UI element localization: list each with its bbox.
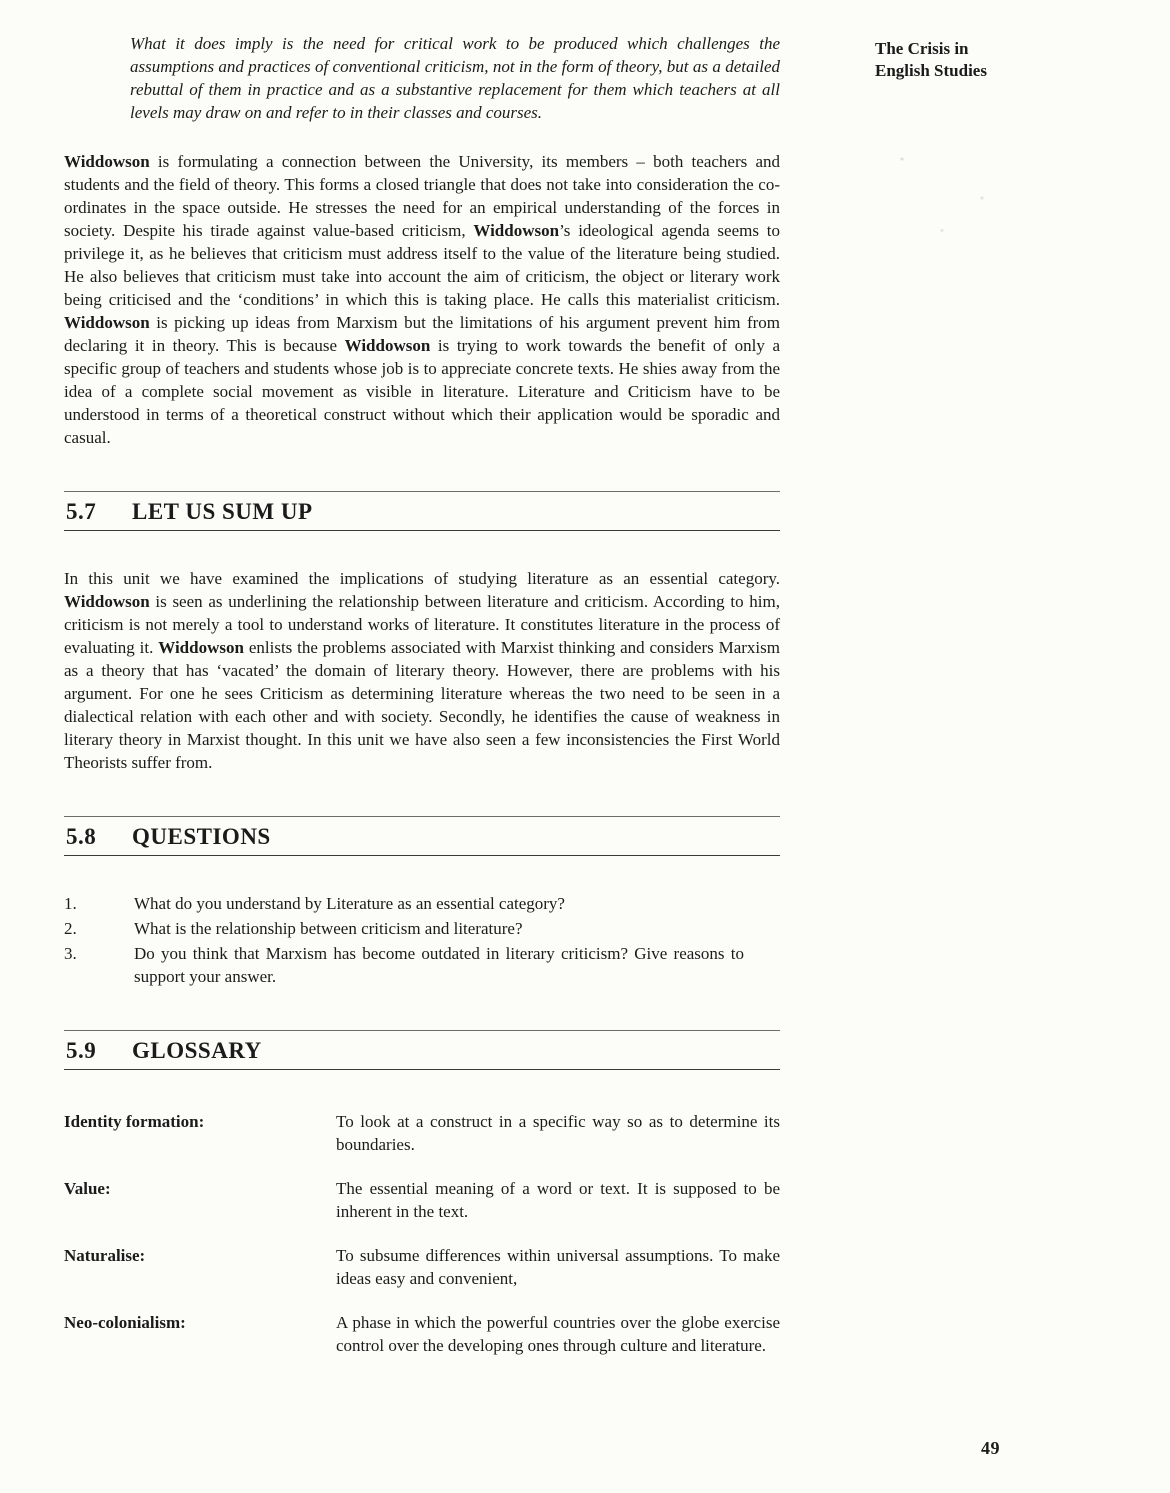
block-quote: What it does imply is the need for critical work to be produced which challenges the assumptions and practices of conventional criticism, not in the form of theory, but as a detailed rebuttal of them in practice and as a substantive replacement for them which teachers at all levels may draw on and refer to in their classes and courses. <box>130 34 780 122</box>
glossary-term: Identity formation: <box>64 1112 205 1131</box>
glossary-entry <box>64 1311 780 1357</box>
questions-list <box>64 892 780 988</box>
question-text: Do you think that Marxism has become outdated in literary criticism? Give reasons to support your answer. <box>134 944 744 986</box>
section-title: GLOSSARY <box>132 1038 262 1063</box>
glossary-definition: To look at a construct in a specific way so as to determine its boundaries. <box>336 1112 780 1154</box>
glossary-term: Neo-colonialism: <box>64 1313 186 1332</box>
glossary-entry <box>64 1110 780 1156</box>
main-text-column <box>64 32 780 1378</box>
question-item <box>64 917 780 940</box>
section-heading-row <box>64 492 780 530</box>
section-heading-glossary <box>64 1030 780 1070</box>
glossary-definition: The essential meaning of a word or text. It is supposed to be inherent in the text. <box>336 1179 780 1221</box>
section-heading-row <box>64 1031 780 1069</box>
section-heading-questions <box>64 816 780 856</box>
intro-paragraph: Widdowson is formulating a connection between the University, its members – both teachers and students and the field of theory. This forms a closed triangle that does not take into consideration the co-ordinates in the space outside. He stresses the need for an empirical understanding of the forces in society. Despite his tirade against value-based criticism, Widdowson’s ideological agenda seems to privilege it, as he believes that criticism must address itself to the value of the literature being studied. He also believes that criticism must take into account the aim of criticism, the object or literary work being criticised and the ‘conditions’ in which this is taking place. He calls this materialist criticism. Widdowson is picking up ideas from Marxism but the limitations of his argument prevent him from declaring it in theory. This is because Widdowson is trying to work towards the benefit of only a specific group of teachers and students whose job is to appreciate concrete texts. He shies away from the idea of a complete social movement as visible in literature. Literature and Criticism have to be understood in terms of a theoretical construct without which their application would be sporadic and casual. <box>64 152 780 447</box>
heading-rule-bottom <box>64 855 780 856</box>
heading-rule-bottom <box>64 1069 780 1070</box>
section-title: LET US SUM UP <box>132 499 313 524</box>
section-heading-sum-up <box>64 491 780 531</box>
sum-up-paragraph: In this unit we have examined the implications of studying literature as an essential category. Widdowson is seen as underlining the relationship between literature and criticism. According to him, criticism is not merely a tool to understand works of literature. It constitutes literature in the process of evaluating it. Widdowson enlists the problems associated with Marxist thinking and considers Marxism as a theory that has ‘vacated’ the domain of literary theory. However, there are problems with his argument. For one he sees Criticism as determining literature whereas the two need to be seen in a dialectical relation with each other and with society. Secondly, he identifies the cause of weakness in literary theory in Marxist thought. In this unit we have also seen a few inconsistencies the First World Theorists suffer from. <box>64 569 780 772</box>
section-title: QUESTIONS <box>132 824 271 849</box>
question-number: 1. <box>64 894 77 913</box>
section-heading-row <box>64 817 780 855</box>
glossary-entry <box>64 1244 780 1290</box>
question-item <box>64 942 780 988</box>
glossary-list <box>64 1110 780 1357</box>
heading-rule-bottom <box>64 530 780 531</box>
glossary-term: Naturalise: <box>64 1246 146 1265</box>
heading-rule-top <box>64 491 780 492</box>
glossary-definition: To subsume differences within universal assumptions. To make ideas easy and convenient, <box>336 1246 780 1288</box>
question-text: What is the relationship between criticism and literature? <box>134 919 523 938</box>
scan-noise <box>870 120 1030 250</box>
section-number: 5.9 <box>66 1038 97 1063</box>
question-number: 3. <box>64 944 77 963</box>
question-text: What do you understand by Literature as an essential category? <box>134 894 565 913</box>
glossary-term: Value: <box>64 1179 111 1198</box>
glossary-entry <box>64 1177 780 1223</box>
heading-rule-top <box>64 816 780 817</box>
glossary-definition: A phase in which the powerful countries over the globe exercise control over the developing ones through culture and literature. <box>336 1313 780 1355</box>
section-number: 5.7 <box>66 499 97 524</box>
question-number: 2. <box>64 919 77 938</box>
page-number: 49 <box>981 1438 1000 1458</box>
section-number: 5.8 <box>66 824 97 849</box>
question-item <box>64 892 780 915</box>
heading-rule-top <box>64 1030 780 1031</box>
margin-note: The Crisis in English Studies <box>875 39 987 80</box>
